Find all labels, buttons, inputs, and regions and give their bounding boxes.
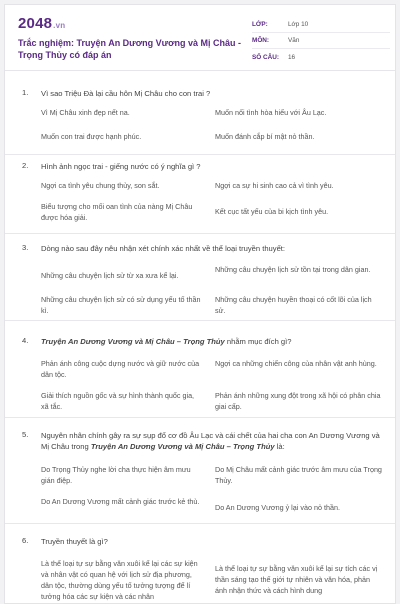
- answer-option[interactable]: Muốn nối tình hòa hiếu với Âu Lạc.: [215, 108, 327, 117]
- meta-value: 16: [288, 53, 296, 61]
- answer-option[interactable]: Muốn đánh cắp bí mật nỏ thần.: [215, 132, 315, 141]
- meta-key: MÔN:: [252, 37, 270, 44]
- answer-option[interactable]: Do An Dương Vương ỷ lại vào nỏ thần.: [215, 503, 340, 512]
- question-text-a: Nguyên nhân chính gây ra sự sụp đổ cơ đồ Âu Lạc và cái chết của hai cha con An Dương Vương và Mị Châu trong: [41, 431, 380, 451]
- answer-option[interactable]: Là thể loại tự sự bằng văn xuôi kể lại các sự kiện và nhân vật có quan hệ với lịch sử địa phương, dân tộc, thường dùng yếu tố tưởng tượng để lí tưởng hóa các sự kiện và các nhân: [41, 559, 198, 601]
- question-text-italic: Truyện An Dương Vương và Mị Châu – Trọng Thủy: [41, 337, 225, 346]
- question-5: [5, 418, 396, 523]
- meta-table: [252, 17, 390, 65]
- meta-value: Văn: [288, 37, 300, 44]
- question-text-italic: Truyện An Dương Vương và Mị Châu – Trọng Thủy: [90, 442, 275, 451]
- answer-option[interactable]: Muốn con trai được hạnh phúc.: [41, 132, 142, 141]
- site-logo[interactable]: [18, 15, 65, 32]
- question-1: [5, 71, 396, 153]
- answer-option[interactable]: Phản ánh những xung đột trong xã hội có phân chia giai cấp.: [215, 391, 381, 411]
- answer-option[interactable]: Vì Mị Châu xinh đẹp nết na.: [41, 108, 130, 117]
- meta-key: SỐ CÂU:: [252, 53, 279, 61]
- answer-option[interactable]: Ngợi ca tình yêu chung thủy, son sắt.: [41, 181, 160, 190]
- answer-option[interactable]: Những câu chuyện lịch sử tồn tại trong dân gian.: [215, 265, 371, 274]
- question-number: 5.: [22, 430, 29, 439]
- question-text: [41, 336, 385, 347]
- page-title: Trắc nghiệm: Truyện An Dương Vương và Mị Châu - Trọng Thủy có đáp án: [18, 38, 242, 60]
- question-number: 3.: [22, 243, 29, 252]
- meta-row-subject: [252, 33, 390, 49]
- answer-option[interactable]: Những câu chuyện lịch sử từ xa xưa kể lại.: [41, 271, 179, 280]
- question-number: 2.: [22, 161, 29, 170]
- answer-option[interactable]: Những câu chuyện huyền thoại có cốt lõi của lịch sử.: [215, 295, 372, 315]
- meta-value: Lớp 10: [288, 21, 309, 28]
- answer-option[interactable]: Kết cục tất yếu của bi kịch tình yêu.: [215, 207, 329, 216]
- question-text-rest: nhằm mục đích gì?: [224, 337, 292, 346]
- question-text: [41, 430, 385, 452]
- question-number: 6.: [22, 536, 29, 545]
- meta-row-count: [252, 49, 390, 65]
- answer-option[interactable]: Những câu chuyện lịch sử có sử dụng yếu tố thần kì.: [41, 295, 201, 315]
- answer-option[interactable]: Do Mị Châu mất cảnh giác trước âm mưu của Trọng Thủy.: [215, 465, 382, 485]
- answer-option[interactable]: Ngợi ca những chiến công của nhân vật anh hùng.: [215, 359, 377, 368]
- answer-option[interactable]: Biểu tượng cho mối oan tình của nàng Mị Châu được hóa giải.: [41, 202, 193, 222]
- answer-option[interactable]: Ngợi ca sự hi sinh cao cả vì tình yêu.: [215, 181, 334, 190]
- question-6: [5, 524, 396, 604]
- question-2: [5, 155, 396, 233]
- question-number: 1.: [22, 88, 29, 97]
- answer-option[interactable]: Phản ánh công cuộc dựng nước và giữ nước của dân tộc.: [41, 359, 200, 379]
- answer-option[interactable]: Là thể loại tự sự bằng văn xuôi kể lại sự tích các vị thần sáng tạo thế giới tự nhiên và văn hóa, phản ánh nhận thức và cách hình dung: [215, 564, 378, 595]
- question-text: Vì sao Triệu Đà lại cầu hôn Mị Châu cho con trai ?: [41, 89, 211, 98]
- meta-row-class: [252, 17, 390, 33]
- question-text: Truyền thuyết là gì?: [41, 537, 108, 546]
- question-text: Dòng nào sau đây nêu nhận xét chính xác nhất về thể loại truyền thuyết:: [41, 244, 286, 253]
- document-page: [4, 4, 396, 604]
- logo-suffix: .vn: [53, 21, 66, 30]
- question-number: 4.: [22, 336, 29, 345]
- answer-option[interactable]: Giải thích nguồn gốc và sự hình thành quốc gia, xã tắc.: [41, 391, 195, 411]
- question-text-b: là:: [274, 442, 285, 451]
- question-4: [5, 321, 396, 417]
- question-text: Hình ảnh ngọc trai - giếng nước có ý nghĩa gì ?: [41, 162, 201, 171]
- logo-main: 2048: [18, 15, 53, 32]
- question-3: [5, 234, 396, 320]
- document-header: [5, 5, 395, 71]
- answer-option[interactable]: Do An Dương Vương mất cảnh giác trước kẻ thù.: [41, 497, 200, 506]
- answer-option[interactable]: Do Trọng Thủy nghe lời cha thực hiện âm mưu gián điệp.: [41, 465, 191, 485]
- meta-key: LỚP:: [252, 21, 268, 28]
